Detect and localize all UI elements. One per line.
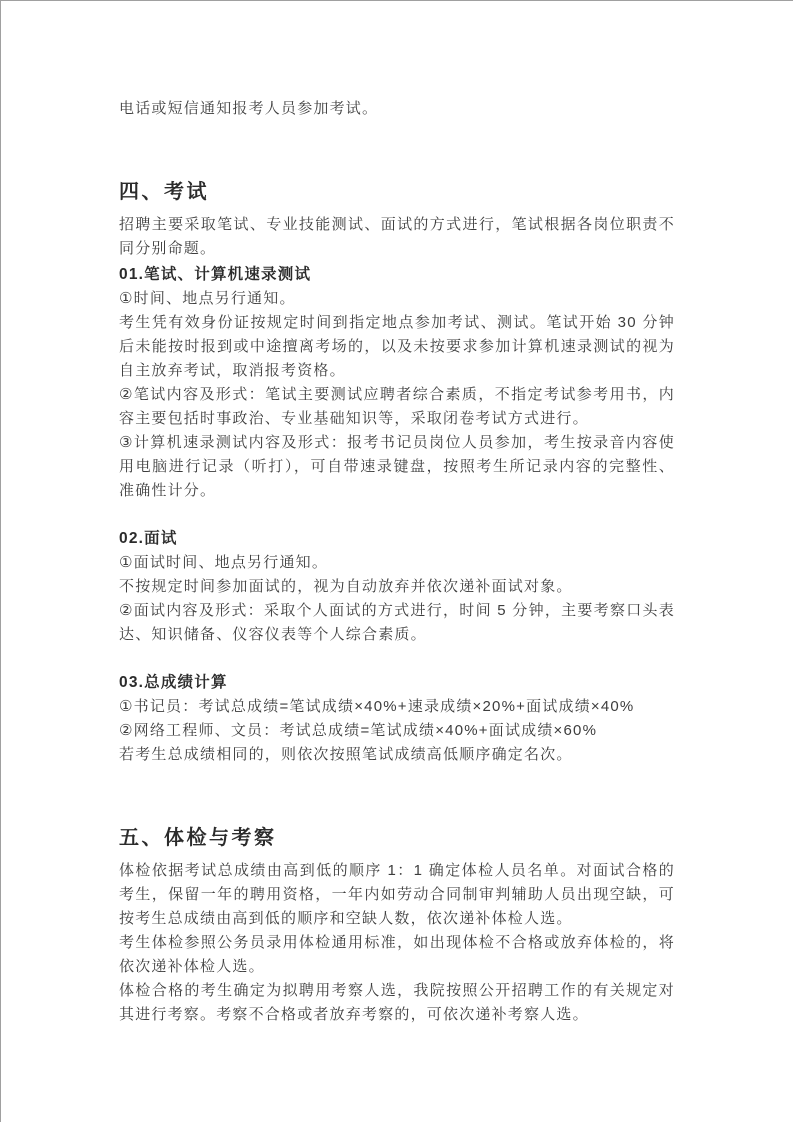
interview-format-item: ②面试内容及形式：采取个人面试的方式进行，时间 5 分钟，主要考察口头表达、知识储备、仪容仪表等个人综合素质。	[119, 602, 675, 643]
tie-break-rule: 若考生总成绩相同的，则依次按照笔试成绩高低顺序确定名次。	[119, 746, 573, 763]
engineer-clerk-score-formula: ②网络工程师、文员：考试总成绩=笔试成绩×40%+面试成绩×60%	[119, 722, 598, 739]
interview-noshow-item: 不按规定时间参加面试的，视为自动放弃并依次递补面试对象。	[119, 578, 573, 595]
medical-list-paragraph: 体检依据考试总成绩由高到低的顺序 1：1 确定体检人员名单。对面试合格的考生，保留一年的聘用资格，一年内如劳动合同制审判辅助人员出现空缺，可按考生总成绩由高到低的顺序和空缺人数，依次递补体检人选。	[119, 862, 675, 927]
speed-test-content-paragraph: ③计算机速录测试内容及形式：报考书记员岗位人员参加，考生按录音内容使用电脑进行记录（听打），可自带速录键盘，按照考生所记录内容的完整性、准确性计分。	[119, 434, 675, 499]
document-body	[119, 1, 675, 1027]
section-exam-heading: 四、考试	[119, 181, 209, 203]
subheading-total-score: 03.总成绩计算	[119, 674, 228, 691]
section-medical-heading: 五、体检与考察	[119, 827, 277, 849]
written-test-time-item: ①时间、地点另行通知。	[119, 290, 296, 307]
written-test-rules-paragraph: 考生凭有效身份证按规定时间到指定地点参加考试、测试。笔试开始 30 分钟后未能按时报到或中途擅离考场的，以及未按要求参加计算机速录测试的视为自主放弃考试，取消报考资格。	[119, 314, 675, 379]
interview-time-item: ①面试时间、地点另行通知。	[119, 554, 329, 571]
written-test-content-paragraph: ②笔试内容及形式：笔试主要测试应聘者综合素质，不指定考试参考用书，内容主要包括时事政治、专业基础知识等，采取闭卷考试方式进行。	[119, 386, 675, 427]
exam-overview-paragraph: 招聘主要采取笔试、专业技能测试、面试的方式进行，笔试根据各岗位职责不同分别命题。	[119, 216, 675, 257]
medical-standard-paragraph: 考生体检参照公务员录用体检通用标准，如出现体检不合格或放弃体检的，将依次递补体检人选。	[119, 934, 675, 975]
inspection-paragraph: 体检合格的考生确定为拟聘用考察人选，我院按照公开招聘工作的有关规定对其进行考察。考察不合格或者放弃考察的，可依次递补考察人选。	[119, 982, 675, 1023]
subheading-interview: 02.面试	[119, 530, 178, 547]
clerk-score-formula: ①书记员：考试总成绩=笔试成绩×40%+速录成绩×20%+面试成绩×40%	[119, 698, 635, 715]
intro-paragraph: 电话或短信通知报考人员参加考试。	[119, 100, 379, 117]
subheading-written-speed-test: 01.笔试、计算机速录测试	[119, 266, 312, 283]
